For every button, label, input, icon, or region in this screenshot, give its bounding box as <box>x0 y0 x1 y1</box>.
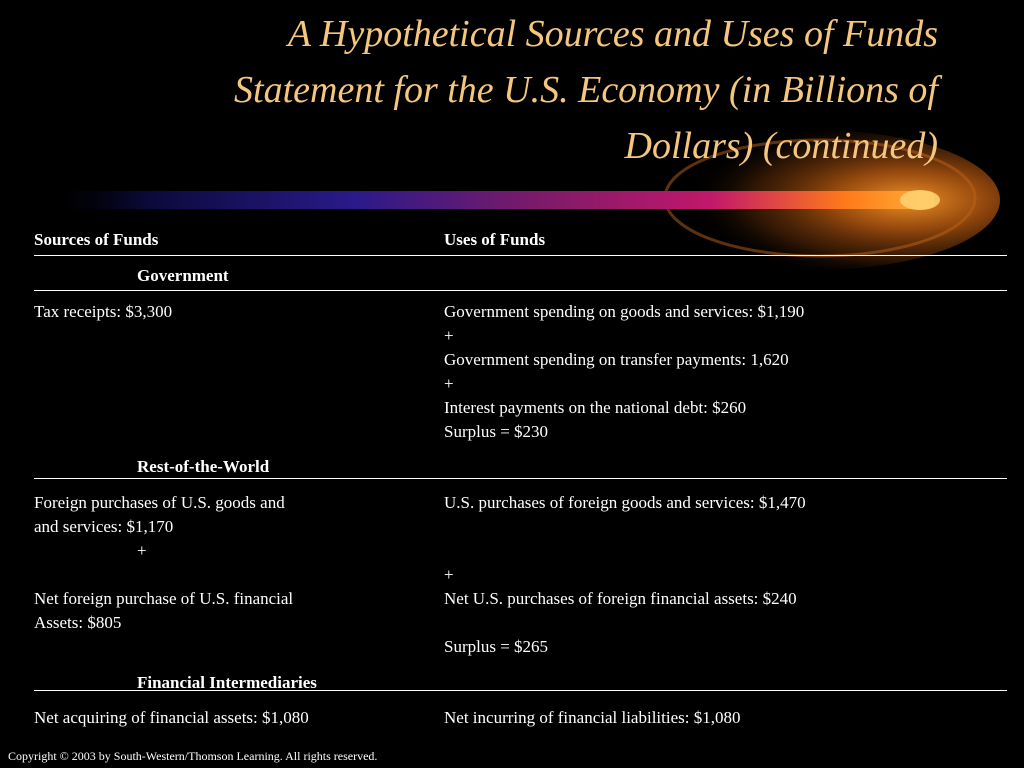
government-use-line: + <box>444 326 454 345</box>
header-uses-of-funds: Uses of Funds <box>444 230 546 249</box>
financial-intermediaries-source: Net acquiring of financial assets: $1,080 <box>34 708 309 727</box>
title-line-1: A Hypothetical Sources and Uses of Funds <box>287 13 938 55</box>
government-use-line: Government spending on transfer payments: 1,620 <box>444 350 789 369</box>
slide-title <box>58 6 938 174</box>
government-source: Tax receipts: $3,300 <box>34 302 173 321</box>
row-source-line: and services: $1,170 <box>34 517 174 536</box>
government-use-line: Surplus = $230 <box>444 422 549 441</box>
divider <box>34 255 1007 256</box>
row-use-line: U.S. purchases of foreign goods and services: $1,470 <box>444 493 806 512</box>
section-heading-rest-of-world: Rest-of-the-World <box>137 457 270 476</box>
government-use-line: + <box>444 374 454 393</box>
row-source-plus: + <box>137 541 147 560</box>
row-source-line: Net foreign purchase of U.S. financial <box>34 589 294 608</box>
divider <box>34 690 1007 691</box>
divider <box>34 290 1007 291</box>
row-source-line: Assets: $805 <box>34 613 122 632</box>
government-use-line: Interest payments on the national debt: $260 <box>444 398 747 417</box>
title-line-3: Dollars) (continued) <box>624 125 938 167</box>
section-heading-government: Government <box>137 266 229 285</box>
header-sources-of-funds: Sources of Funds <box>34 230 159 249</box>
section-heading-financial-intermediaries: Financial Intermediaries <box>137 673 317 692</box>
copyright-notice: Copyright © 2003 by South-Western/Thomson Learning. All rights reserved. <box>8 749 378 763</box>
government-use-line: Government spending on goods and services: $1,190 <box>444 302 805 321</box>
row-use-plus: + <box>444 565 454 584</box>
row-use-line: Net U.S. purchases of foreign financial assets: $240 <box>444 589 797 608</box>
divider <box>34 478 1007 479</box>
row-use-surplus: Surplus = $265 <box>444 637 549 656</box>
row-source-line: Foreign purchases of U.S. goods and <box>34 493 285 512</box>
financial-intermediaries-use: Net incurring of financial liabilities: $1,080 <box>444 708 741 727</box>
title-line-2: Statement for the U.S. Economy (in Billions of <box>234 69 938 111</box>
